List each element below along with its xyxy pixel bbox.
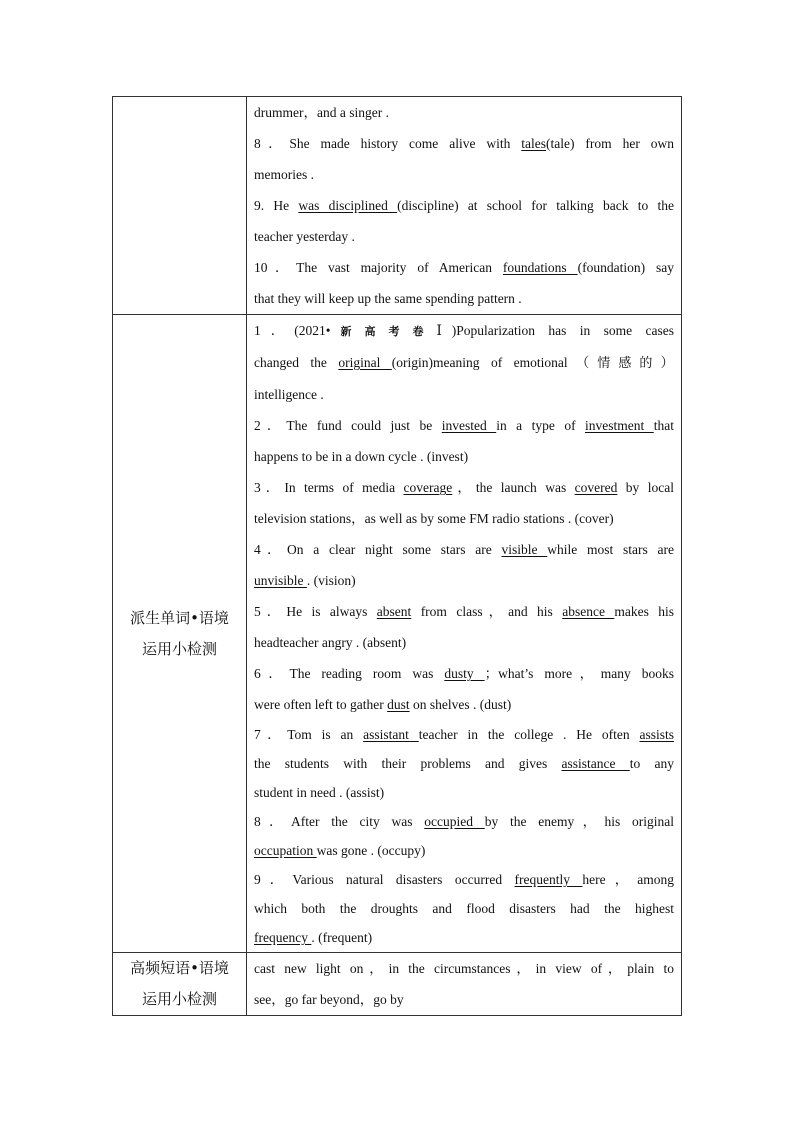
text-segment: intelligence . xyxy=(254,387,324,402)
text-segment: makes his xyxy=(614,604,675,619)
text-segment: 9．Various natural disasters occurred xyxy=(254,872,515,887)
text-segment: 5．He is always xyxy=(254,604,377,619)
label-line: 派生单词•语境 xyxy=(130,608,229,627)
answer-blank: dust xyxy=(387,697,410,712)
text-line xyxy=(254,565,674,596)
answer-blank: investment xyxy=(585,418,654,433)
chinese-gloss: 情感的 xyxy=(597,356,661,371)
label-line: 运用小检测 xyxy=(141,990,217,1008)
table-row xyxy=(113,97,682,315)
text-segment: Ⅰ)Popularization has in some cases xyxy=(436,323,674,338)
label-line: 高频短语•语境 xyxy=(130,959,229,977)
text-segment: by local xyxy=(617,480,674,495)
text-segment: were often left to gather xyxy=(254,697,388,712)
text-segment: by the enemy，his original xyxy=(484,814,674,829)
text-segment: see，go far beyond，go by xyxy=(254,992,404,1007)
text-line xyxy=(254,596,674,627)
text-segment: happens to be in a down cycle . (invest) xyxy=(254,449,469,464)
vocabulary-table xyxy=(112,96,682,1016)
text-segment: cast new light on，in the circumstances，in view of，plain to xyxy=(254,961,674,976)
row-content xyxy=(247,953,682,1016)
row-label-empty xyxy=(113,97,247,315)
text-line xyxy=(254,984,674,1015)
row-content xyxy=(247,97,682,315)
text-line xyxy=(254,720,674,749)
text-segment: teacher in the college . He often xyxy=(418,727,640,742)
answer-blank: foundations xyxy=(502,260,578,275)
text-segment: television stations，as well as by some FM radio stations . (cover) xyxy=(254,511,614,526)
text-line xyxy=(254,836,674,865)
text-line xyxy=(254,807,674,836)
text-segment: headteacher angry . (absent) xyxy=(254,635,407,650)
text-line xyxy=(254,778,674,807)
answer-blank: was disciplined xyxy=(298,198,398,213)
source-label: 新高考卷 xyxy=(330,325,437,338)
text-line xyxy=(254,689,674,720)
text-line xyxy=(254,97,674,128)
answer-blank: original xyxy=(338,355,392,370)
text-line xyxy=(254,749,674,778)
text-segment: 7．Tom is an xyxy=(254,727,364,742)
text-segment: while most stars are xyxy=(547,542,675,557)
label-line: 运用小检测 xyxy=(141,639,217,658)
answer-blank: assistance xyxy=(561,756,630,771)
answer-blank: tales xyxy=(521,136,547,151)
text-line xyxy=(254,410,674,441)
answer-blank: frequency xyxy=(254,930,312,945)
text-segment: in a type of xyxy=(496,418,586,433)
text-segment: that they will keep up the same spending pattern . xyxy=(254,291,522,306)
text-segment: 9. He xyxy=(254,198,299,213)
text-line xyxy=(254,865,674,894)
row-label xyxy=(113,953,247,1016)
text-line xyxy=(254,953,674,984)
answer-blank: assists xyxy=(639,727,674,742)
text-segment: that xyxy=(653,418,674,433)
answer-blank: absence xyxy=(562,604,615,619)
text-segment: . (vision) xyxy=(306,573,356,588)
text-segment: ；what’s more，many books xyxy=(484,666,674,681)
text-line xyxy=(254,472,674,503)
text-segment: (origin)meaning of emotional（ xyxy=(391,355,598,370)
text-segment: from class，and his xyxy=(411,604,563,619)
text-segment: ） xyxy=(660,355,674,370)
answer-blank: frequently xyxy=(514,872,583,887)
answer-blank: occupied xyxy=(424,814,485,829)
text-segment: was gone . (occupy) xyxy=(316,843,426,858)
text-segment: on shelves . (dust) xyxy=(409,697,512,712)
text-line xyxy=(254,894,674,923)
row-content xyxy=(247,315,682,953)
text-segment: ，the launch was xyxy=(452,480,575,495)
text-line xyxy=(254,503,674,534)
text-line xyxy=(254,190,674,221)
text-segment: 6．The reading room was xyxy=(254,666,445,681)
text-segment: here，among xyxy=(582,872,674,887)
text-segment: 8．After the city was xyxy=(254,814,425,829)
answer-blank: dusty xyxy=(444,666,485,681)
text-segment: 3．In terms of media xyxy=(254,480,404,495)
text-segment: to any xyxy=(629,756,675,771)
answer-blank: coverage xyxy=(403,480,453,495)
answer-blank: absent xyxy=(376,604,412,619)
text-segment: changed the xyxy=(254,355,339,370)
text-segment: 10．The vast majority of American xyxy=(254,260,503,275)
text-segment: 2．The fund could just be xyxy=(254,418,442,433)
table-row xyxy=(113,315,682,953)
text-line xyxy=(254,159,674,190)
row-label xyxy=(113,315,247,953)
text-line xyxy=(254,283,674,314)
text-segment: drummer，and a singer . xyxy=(254,105,389,120)
text-line xyxy=(254,252,674,283)
text-segment: memories . xyxy=(254,167,314,182)
text-line xyxy=(254,658,674,689)
text-line xyxy=(254,627,674,658)
text-line xyxy=(254,534,674,565)
text-segment: the students with their problems and gives xyxy=(254,756,562,771)
text-line xyxy=(254,379,674,410)
table-row xyxy=(113,953,682,1016)
answer-blank: occupation xyxy=(254,843,317,858)
text-segment: 4．On a clear night some stars are xyxy=(254,542,502,557)
text-segment: teacher yesterday . xyxy=(254,229,355,244)
text-segment: 8．She made history come alive with xyxy=(254,136,522,151)
text-segment: . (frequent) xyxy=(311,930,373,945)
answer-blank: visible xyxy=(501,542,548,557)
text-segment: student in need . (assist) xyxy=(254,785,385,800)
text-line xyxy=(254,128,674,159)
text-segment: (tale) from her own xyxy=(546,136,674,151)
answer-blank: unvisible xyxy=(254,573,307,588)
text-line xyxy=(254,347,674,379)
text-line xyxy=(254,441,674,472)
text-segment: (foundation) say xyxy=(577,260,674,275)
answer-blank: covered xyxy=(574,480,618,495)
text-line xyxy=(254,315,674,347)
text-segment: 1．(2021• xyxy=(254,323,331,338)
text-line xyxy=(254,923,674,952)
text-line xyxy=(254,221,674,252)
text-segment: which both the droughts and flood disasters had the highest xyxy=(254,901,674,916)
answer-blank: assistant xyxy=(363,727,419,742)
text-segment: (discipline) at school for talking back to the xyxy=(397,198,674,213)
answer-blank: invested xyxy=(441,418,497,433)
